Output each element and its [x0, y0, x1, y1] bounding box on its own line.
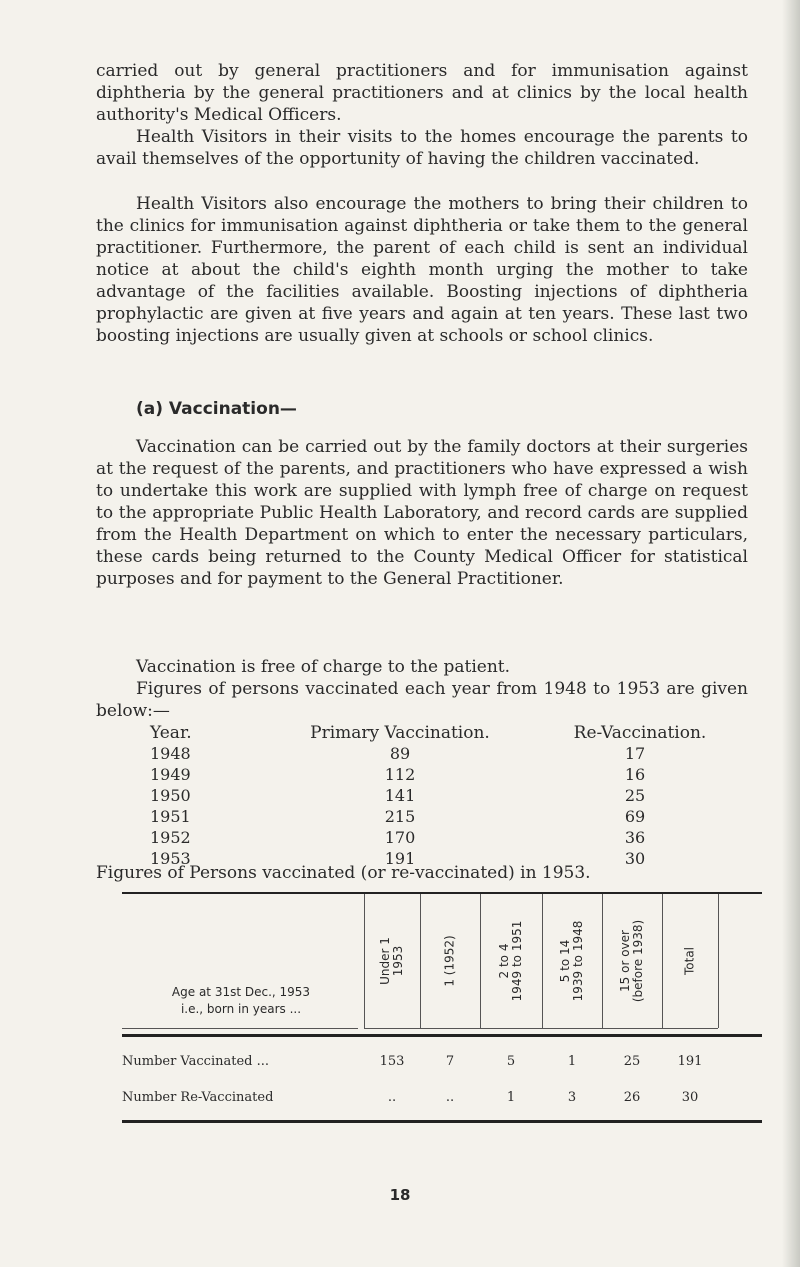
table-header-row — [150, 723, 770, 744]
table-row — [150, 786, 770, 807]
cell-primary: 170 — [384, 828, 416, 847]
table-row — [150, 807, 770, 828]
cell-revacc: 30 — [624, 849, 646, 868]
cell-value: 1 — [567, 1054, 577, 1069]
cell-value: 25 — [623, 1054, 641, 1069]
cell-primary: 89 — [389, 744, 411, 763]
column-header-age-2-4: 2 to 4 1949 to 1951 — [497, 920, 524, 1002]
header-revaccination: Re-Vaccination. — [573, 723, 707, 743]
age-vaccination-table — [122, 892, 762, 1037]
age-table-title: Figures of Persons vaccinated (or re-vaccinated) in 1953. — [96, 863, 591, 883]
column-divider — [420, 894, 421, 1028]
cell-revacc: 25 — [624, 786, 646, 805]
section-heading: (a) Vaccination— — [136, 399, 297, 419]
header-year: Year. — [150, 723, 192, 743]
page-number: 18 — [389, 1186, 411, 1204]
header-rule — [364, 1028, 718, 1029]
column-header-age-5-14: 5 to 14 1939 to 1948 — [558, 920, 585, 1002]
cell-value: .. — [445, 1090, 455, 1105]
cell-value: 7 — [445, 1054, 455, 1069]
cell-revacc: 69 — [624, 807, 646, 826]
row-label: Number Re-Vaccinated — [122, 1090, 274, 1105]
column-header-total: Total — [682, 946, 697, 976]
row-label: Number Vaccinated ... — [122, 1054, 269, 1069]
cell-primary: 141 — [384, 786, 416, 805]
cell-value: .. — [387, 1090, 397, 1105]
age-header-line1: Age at 31st Dec., 1953 — [171, 985, 311, 999]
cell-year: 1953 — [150, 849, 191, 868]
column-divider — [364, 894, 365, 1028]
column-divider — [480, 894, 481, 1028]
paragraph-vaccination: Vaccination can be carried out by the family doctors at their surgeries at the request of the parents, and practitioners who have expressed a wish to undertake this work are supplied with lymph free of charge on request to the appropriate Public Health Laboratory, and record cards are supplied from the Health Department on which to enter the necessary particulars, these cards being returned to the County Medical Officer for statistical purposes and for payment to the General Practitioner. — [96, 437, 748, 589]
cell-revacc: 36 — [624, 828, 646, 847]
cell-value: 5 — [506, 1054, 516, 1069]
paragraph-continuation: carried out by general practitioners and for immunisation against diphtheria by the general practitioners and at clinics by the local health authority's Medical Officers. — [96, 61, 748, 125]
paragraph-health-visitors: Health Visitors in their visits to the homes encourage the parents to avail themselves of the opportunity of having the children vaccinated. — [96, 127, 748, 169]
yearly-vaccination-table — [150, 723, 770, 870]
age-header-line2: i.e., born in years ... — [180, 1002, 302, 1016]
cell-revacc: 17 — [624, 744, 646, 763]
cell-year: 1951 — [150, 807, 191, 826]
header-rule — [122, 1028, 358, 1029]
column-header-under-1: Under 1 1953 — [378, 937, 405, 985]
cell-year: 1948 — [150, 744, 191, 763]
column-header-age-15-over: 15 or over (before 1938) — [618, 919, 645, 1003]
cell-primary: 215 — [384, 807, 416, 826]
page-edge-shadow — [782, 0, 800, 1267]
cell-value: 3 — [567, 1090, 577, 1105]
column-divider — [602, 894, 603, 1028]
table-row — [150, 765, 770, 786]
paragraph-diphtheria: Health Visitors also encourage the mothers to bring their children to the clinics for immunisation against diphtheria or take them to the general practitioner. Furthermore, the parent of each child is sent an individual notice at about the child's eighth month urging the mother to take advantage of the facilities available. Boosting injections of diphtheria prophylactic are given at five years and again at ten years. These last two boosting injections are usually given at schools or school clinics. — [96, 194, 748, 346]
cell-year: 1949 — [150, 765, 191, 784]
table-bottom-rule — [122, 1120, 762, 1123]
age-row-header — [126, 984, 356, 1018]
cell-primary: 112 — [384, 765, 416, 784]
column-divider — [718, 894, 719, 1028]
table-row — [150, 828, 770, 849]
cell-value: 26 — [623, 1090, 641, 1105]
paragraph-figures-intro: Figures of persons vaccinated each year from 1948 to 1953 are given below:— — [96, 679, 748, 721]
cell-revacc: 16 — [624, 765, 646, 784]
column-divider — [662, 894, 663, 1028]
cell-value: 153 — [379, 1054, 405, 1069]
cell-value: 1 — [506, 1090, 516, 1105]
cell-value: 191 — [677, 1054, 703, 1069]
cell-primary: 191 — [384, 849, 416, 868]
cell-value: 30 — [681, 1090, 699, 1105]
cell-year: 1950 — [150, 786, 191, 805]
cell-year: 1952 — [150, 828, 191, 847]
column-header-age-1: 1 (1952) — [442, 935, 457, 987]
header-primary: Primary Vaccination. — [310, 723, 490, 743]
table-row — [150, 744, 770, 765]
column-divider — [542, 894, 543, 1028]
paragraph-free-of-charge: Vaccination is free of charge to the patient. — [136, 657, 511, 677]
